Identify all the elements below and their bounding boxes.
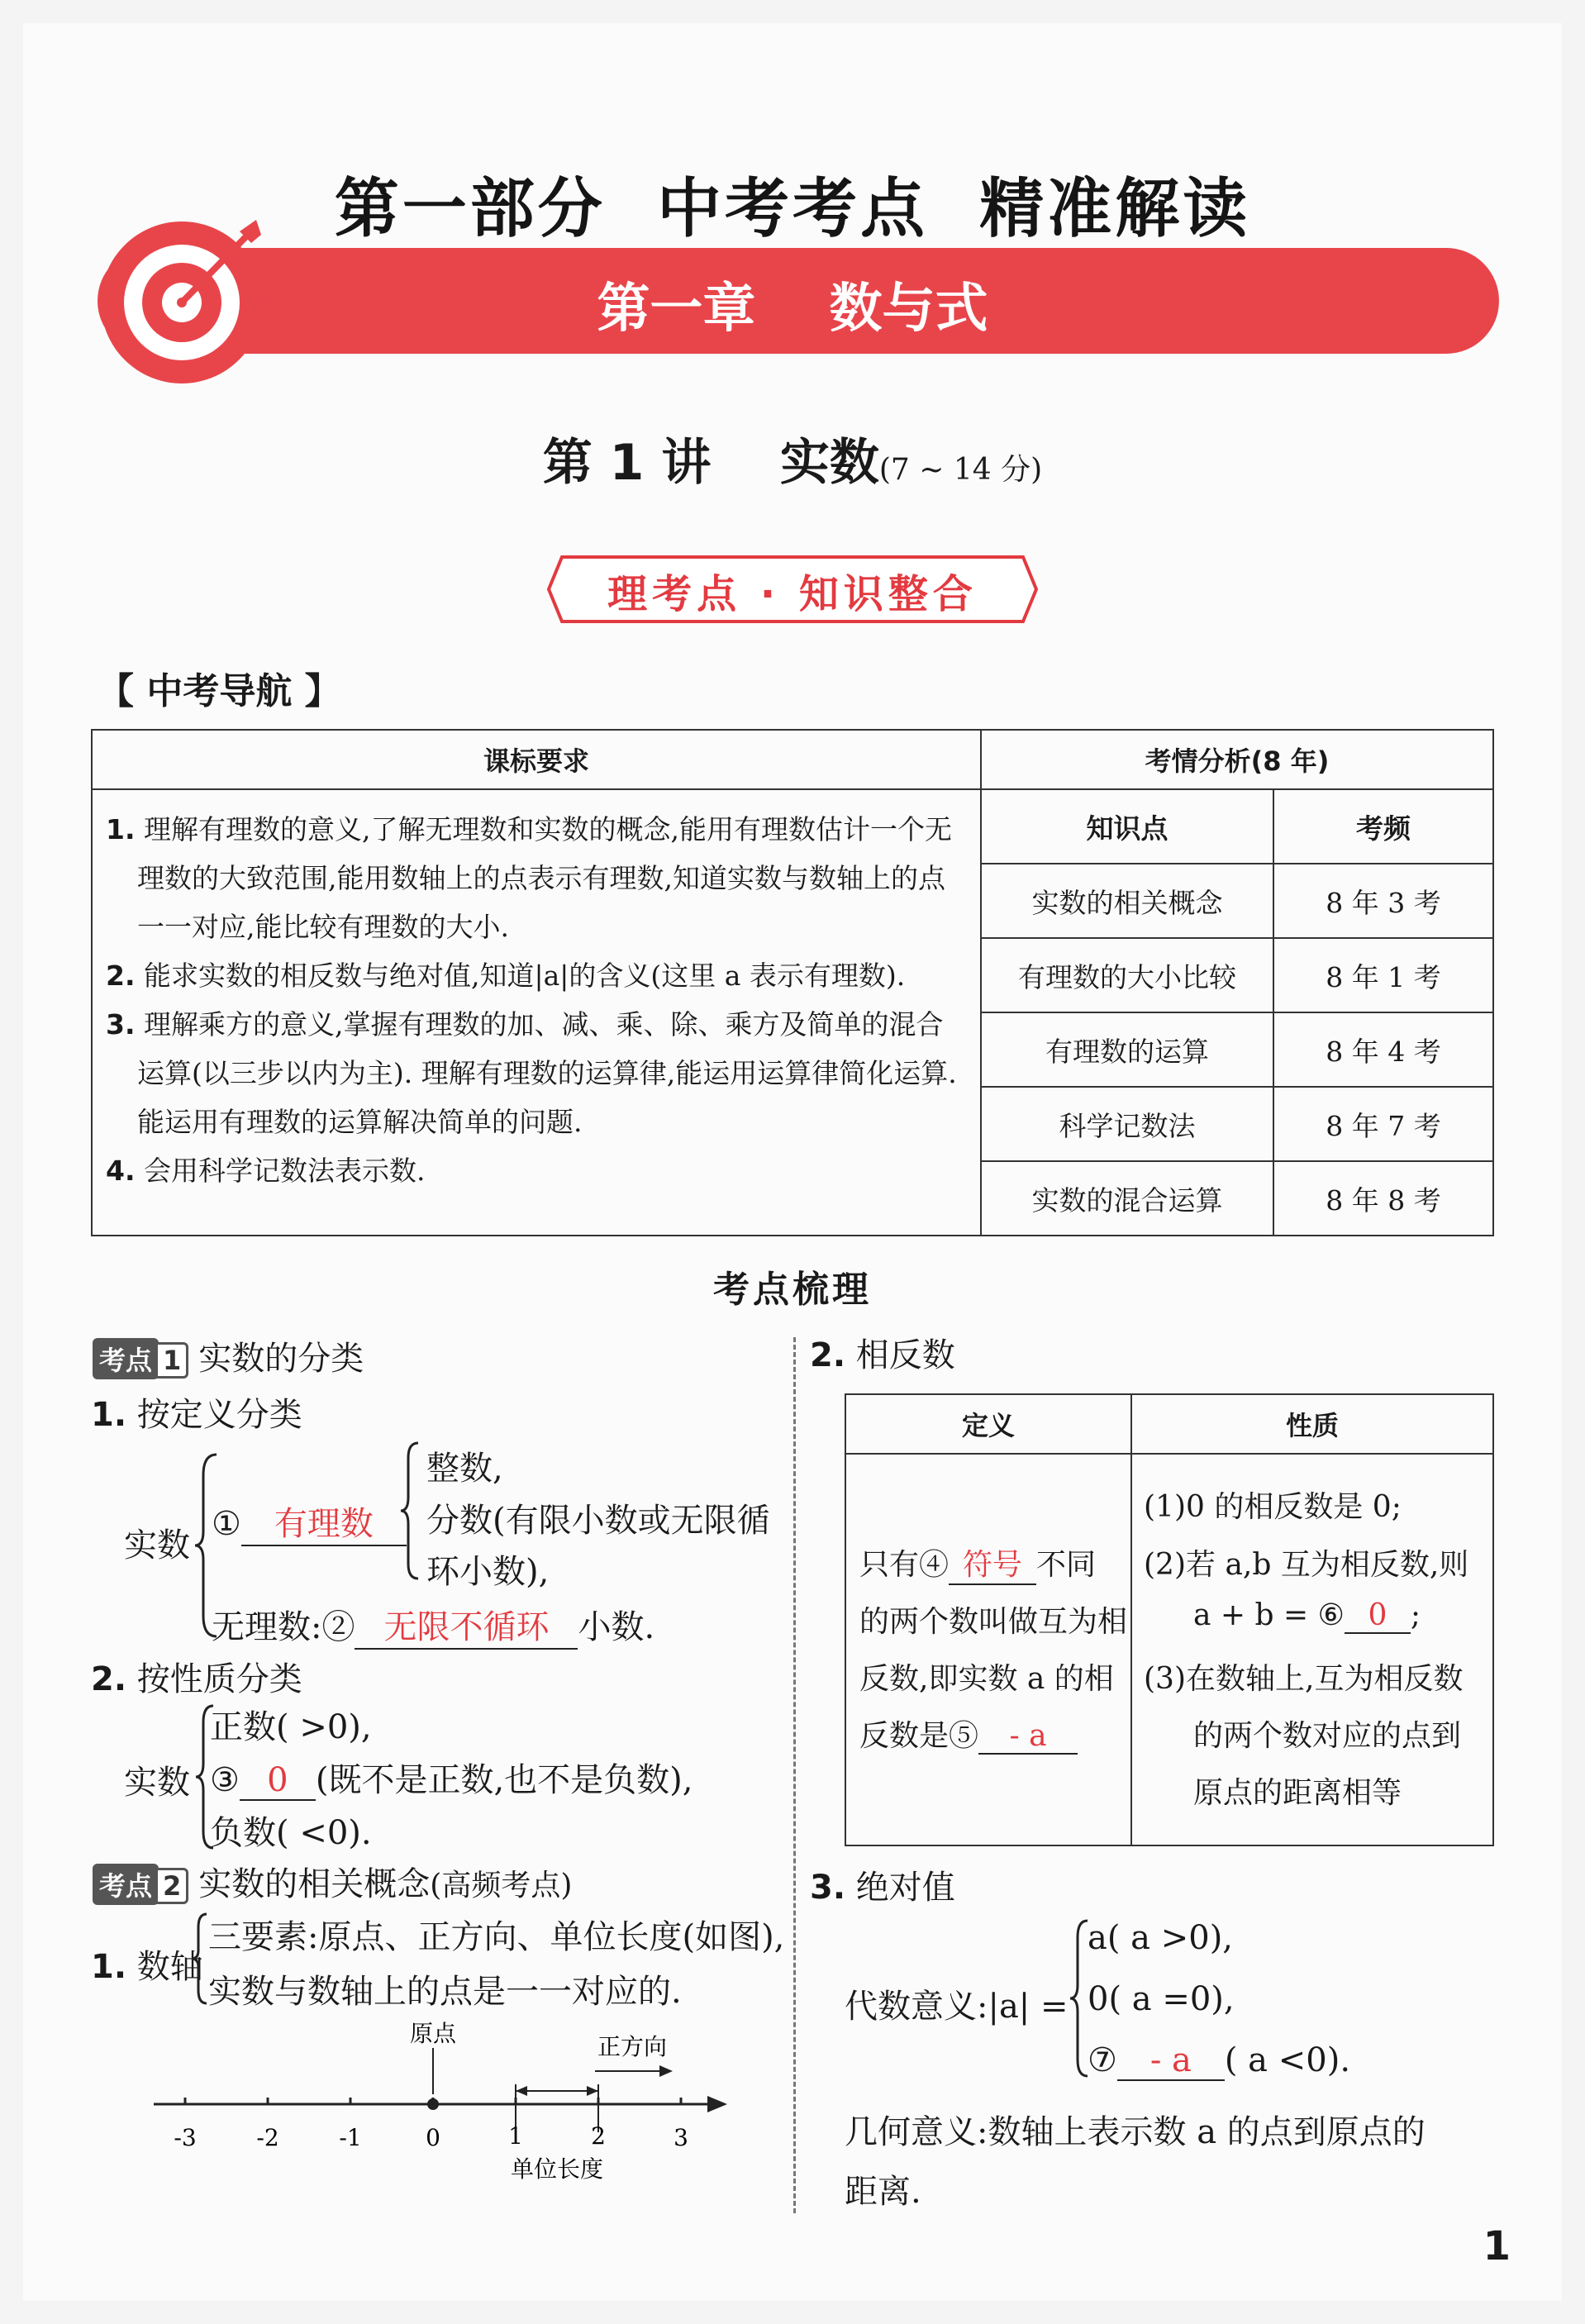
axis-line-1: 三要素:原点、正方向、单位长度(如图), <box>208 1918 785 1956</box>
absolute-heading: 3. 绝对值 <box>810 1869 955 1907</box>
algebraic-label: 代数意义:|a| = <box>845 1988 1069 2026</box>
def-line-1: 只有④ 符号 不同 <box>859 1541 1096 1585</box>
prop-line-6: 原点的距离相等 <box>1193 1776 1402 1810</box>
tick-label: -2 <box>256 2124 279 2151</box>
part-title: 第一部分 中考考点 精准解读 <box>334 172 1251 246</box>
answer-4: 符号 <box>949 1541 1036 1585</box>
kd2-badge: 考点 <box>93 1864 159 1905</box>
def-line-4: 反数是⑤ - a <box>859 1712 1078 1755</box>
kd1-sub1: 1. 按定义分类 <box>91 1396 302 1434</box>
tick-label: 3 <box>674 2124 688 2151</box>
fraction-text-1: 分数(有限小数或无限循 <box>426 1502 770 1540</box>
prop-line-1: (1)0 的相反数是 0; <box>1144 1490 1402 1524</box>
page-number: 1 <box>1483 2223 1511 2269</box>
direction-label: 正方向 <box>597 2033 668 2060</box>
opposite-heading: 2. 相反数 <box>810 1336 955 1374</box>
positive-text: 正数( >0), <box>210 1708 372 1746</box>
kd1-sub2: 2. 按性质分类 <box>91 1660 302 1698</box>
kd2-heading <box>93 1858 572 1905</box>
col-requirements: 课标要求 <box>92 730 981 789</box>
axis-line-2: 实数与数轴上的点是一一对应的. <box>208 1973 682 2011</box>
origin-label: 原点 <box>409 2020 457 2047</box>
point-cell: 有理数的大小比较 <box>981 938 1273 1012</box>
kd1-title: 实数的分类 <box>198 1340 364 1378</box>
freq-cell: 8 年 4 考 <box>1273 1012 1493 1087</box>
kd2-num: 2 <box>155 1868 188 1904</box>
tick-label: 1 <box>508 2122 523 2150</box>
origin-dot <box>427 2098 439 2110</box>
negative-text: 负数( <0). <box>210 1814 372 1852</box>
freq-cell: 8 年 7 考 <box>1273 1087 1493 1161</box>
prop-line-3: a + b = ⑥ 0 ; <box>1193 1598 1421 1632</box>
answer-3: 0 <box>240 1761 316 1801</box>
freq-cell: 8 年 1 考 <box>1273 938 1493 1012</box>
answer-5: - a <box>978 1719 1078 1755</box>
geometric-line-2: 距离. <box>845 2173 921 2211</box>
freq-cell: 8 年 8 考 <box>1273 1161 1493 1236</box>
answer-6: 0 <box>1345 1598 1411 1634</box>
nav-title: 【 中考导航 】 <box>98 670 341 712</box>
column-divider <box>793 1337 796 2213</box>
col-freq: 考频 <box>1273 789 1493 864</box>
freq-cell: 8 年 3 考 <box>1273 864 1493 938</box>
tick-label: -1 <box>339 2124 362 2151</box>
root-real: 实数 <box>124 1526 190 1564</box>
exam-nav-table <box>91 729 1494 1236</box>
fraction-text-2: 环小数), <box>426 1553 550 1591</box>
point-cell: 实数的相关概念 <box>981 864 1273 938</box>
def-line-3: 反数,即实数 a 的相 <box>859 1662 1114 1696</box>
abs-case-3: ⑦ - a ( a <0). <box>1088 2041 1351 2079</box>
kd1-heading <box>93 1332 364 1379</box>
review-title: 考点梳理 <box>713 1269 872 1311</box>
answer-7: - a <box>1117 2041 1225 2081</box>
chapter-title: 第一章 数与式 <box>597 279 988 340</box>
point-cell: 实数的混合运算 <box>981 1161 1273 1236</box>
geometric-line-1: 几何意义:数轴上表示数 a 的点到原点的 <box>845 2113 1426 2151</box>
zero-line: ③ 0 (既不是正数,也不是负数), <box>210 1761 693 1799</box>
col-definition: 定义 <box>845 1394 1131 1454</box>
requirement-item: 1. 理解有理数的意义,了解无理数和实数的概念,能用有理数估计一个无理数的大致范围,能用数轴上的点表示有理数,知道实数与数轴上的点一一对应,能比较有理数的大小. <box>106 813 952 943</box>
requirement-item: 4. 会用科学记数法表示数. <box>106 1155 426 1187</box>
col-property: 性质 <box>1131 1394 1493 1454</box>
rational-line: ① 有理数 <box>212 1498 407 1546</box>
kd2-note: (高频考点) <box>430 1869 573 1903</box>
col-analysis: 考情分析(8 年) <box>981 730 1493 789</box>
def-line-2: 的两个数叫做互为相 <box>859 1605 1128 1639</box>
point-cell: 科学记数法 <box>981 1087 1273 1161</box>
tick-label: 2 <box>591 2122 606 2150</box>
kd1-badge: 考点 <box>93 1338 159 1379</box>
point-cell: 有理数的运算 <box>981 1012 1273 1087</box>
requirement-item: 3. 理解乘方的意义,掌握有理数的加、减、乘、除、乘方及简单的混合运算(以三步以内为主). 理解有理数的运算律,能运用运算律简化运算. 能运用有理数的运算解决简单的问题. <box>106 1008 957 1138</box>
kd1-num: 1 <box>155 1342 188 1379</box>
definition-cell <box>845 1454 1131 1845</box>
section-banner-title: 理考点 · 知识整合 <box>607 571 978 617</box>
col-point: 知识点 <box>981 789 1273 864</box>
number-line-diagram <box>149 2008 744 2190</box>
prop-line-4: (3)在数轴上,互为相反数 <box>1144 1662 1464 1696</box>
axis-heading: 1. 数轴 <box>91 1948 203 1986</box>
requirement-item: 2. 能求实数的相反数与绝对值,知道|a|的含义(这里 a 表示有理数). <box>106 960 906 992</box>
prop-line-2: (2)若 a,b 互为相反数,则 <box>1144 1548 1469 1582</box>
unit-label: 单位长度 <box>510 2155 604 2183</box>
tick-label: -3 <box>174 2124 197 2151</box>
requirements-cell <box>92 789 981 1236</box>
irrational-line: 无理数:② 无限不循环 小数. <box>212 1601 654 1650</box>
root-real-2: 实数 <box>124 1764 190 1802</box>
kd2-title: 实数的相关概念 <box>198 1865 431 1903</box>
tick-label: 0 <box>426 2124 440 2151</box>
score-range: (7 ~ 14 分) <box>878 453 1043 487</box>
lecture-title: 第 1 讲 实数(7 ~ 14 分) <box>542 434 1043 492</box>
prop-line-5: 的两个数对应的点到 <box>1193 1719 1462 1753</box>
answer-1: 有理数 <box>241 1498 407 1546</box>
answer-2: 无限不循环 <box>355 1601 578 1650</box>
abs-case-2: 0( a =0), <box>1088 1980 1235 2018</box>
inner-brace <box>397 1440 426 1582</box>
abs-case-1: a( a >0), <box>1088 1919 1234 1957</box>
axis-arrow <box>707 2096 727 2112</box>
integer-text: 整数, <box>426 1450 503 1488</box>
